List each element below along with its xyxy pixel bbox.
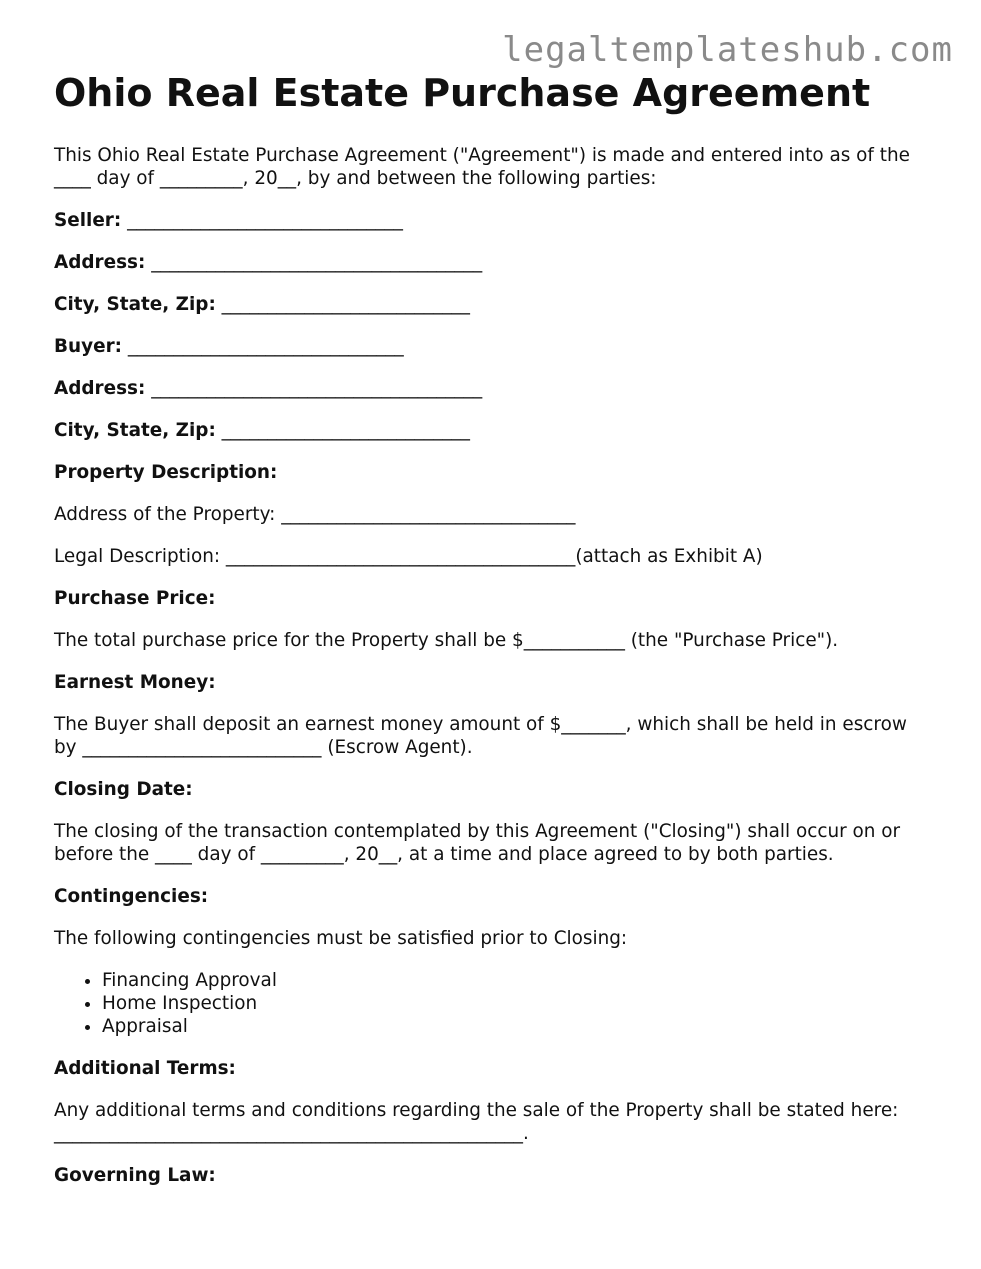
seller-name-label: Seller:: [54, 210, 122, 231]
seller-address-field: [54, 251, 934, 274]
buyer-city-state-zip-label: City, State, Zip:: [54, 420, 216, 441]
earnest-money-text: The Buyer shall deposit an earnest money amount of $_______, which shall be held in escrow by __________________________ (Escrow Agent).: [54, 714, 907, 758]
list-item: • Appraisal: [102, 1015, 934, 1038]
seller-address-blank: ____________________________________: [151, 252, 483, 273]
legal-description-line: Legal Description: ______________________________________(attach as Exhibit A): [54, 546, 763, 567]
earnest-money-heading: Earnest Money:: [54, 672, 216, 693]
buyer-address-field: [54, 377, 934, 400]
seller-name-blank: ______________________________: [127, 210, 403, 231]
contingencies-text: The following contingencies must be satisfied prior to Closing:: [54, 928, 628, 949]
closing-date-text: The closing of the transaction contemplated by this Agreement ("Closing") shall occur on or before the ____ day of _________, 20__, at a time and place agreed to by both parties.: [54, 821, 901, 865]
buyer-city-state-zip-field: [54, 419, 934, 442]
buyer-name-field: [54, 335, 934, 358]
closing-date-heading: Closing Date:: [54, 779, 193, 800]
contingencies-heading: Contingencies:: [54, 886, 209, 907]
seller-city-state-zip-label: City, State, Zip:: [54, 294, 216, 315]
document-body: [54, 68, 934, 1206]
purchase-price-text: The total purchase price for the Property shall be $___________ (the "Purchase Price").: [54, 630, 839, 651]
page-title: Ohio Real Estate Purchase Agreement: [54, 71, 871, 115]
list-item: • Financing Approval: [102, 969, 934, 992]
buyer-address-blank: ____________________________________: [151, 378, 483, 399]
seller-name-field: [54, 209, 934, 232]
contingencies-list: [54, 969, 934, 1038]
buyer-name-blank: ______________________________: [127, 336, 404, 357]
property-address-line: Address of the Property: ________________________________: [54, 504, 576, 525]
purchase-price-heading: Purchase Price:: [54, 588, 216, 609]
buyer-city-state-zip-blank: ___________________________: [221, 420, 470, 441]
governing-law-heading: Governing Law:: [54, 1165, 216, 1186]
intro-paragraph: This Ohio Real Estate Purchase Agreement ("Agreement") is made and entered into as of the ____ day of _________, 20__, by and between the following parties:: [54, 145, 910, 189]
buyer-name-label: Buyer:: [54, 336, 122, 357]
additional-terms-text: Any additional terms and conditions regarding the sale of the Property shall be stated here: ___________________________________________________.: [54, 1100, 899, 1144]
property-description-heading: Property Description:: [54, 462, 278, 483]
list-item: • Home Inspection: [102, 992, 934, 1015]
additional-terms-heading: Additional Terms:: [54, 1058, 236, 1079]
seller-city-state-zip-blank: ___________________________: [221, 294, 470, 315]
seller-city-state-zip-field: [54, 293, 934, 316]
watermark: legaltemplateshub.com: [502, 30, 953, 70]
seller-address-label: Address:: [54, 252, 146, 273]
buyer-address-label: Address:: [54, 378, 146, 399]
